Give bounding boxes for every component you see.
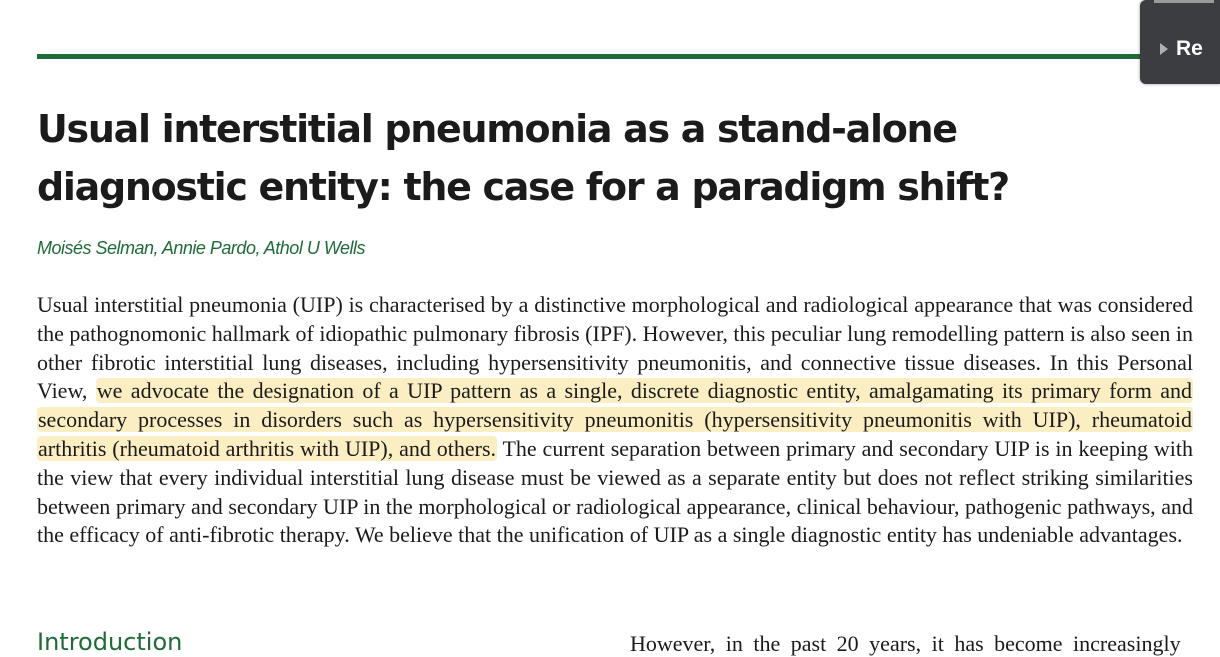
side-panel-label: Re (1176, 37, 1203, 60)
expand-triangle-icon (1160, 43, 1168, 55)
article-authors: Moisés Selman, Annie Pardo, Athol U Wells (37, 238, 365, 258)
header-rule (37, 54, 1199, 59)
abstract (37, 291, 1193, 550)
side-panel-toggle[interactable] (1140, 0, 1220, 84)
abstract-text-continued: The current separation between primary and secondary UIP is in keeping with the view that every individual interstitial lung disease must be viewed as a separate entity but does not reflect striking similarities between primary and secondary UIP in the morphological or radiological appearance, clinical behaviour, pathogenic pathways, and the efficacy of anti-fibrotic therapy. We believe that the unification of UIP as a single diagnostic entity has undeniable advantages. (37, 435, 1194, 548)
panel-edge (1154, 0, 1214, 3)
body-text-column-2: However, in the past 20 years, it has become increasingly (630, 631, 1181, 656)
article-title: Usual interstitial pneumonia as a stand-alone diagnostic entity: the case for a paradigm shift? (37, 107, 1009, 209)
abstract-highlight[interactable]: we advocate the designation of a UIP pattern as a single, discrete diagnostic entity, amalgamating its primary form and secondary processes in disorders such as hypersensitivity pneumonitis (hypersensitivity pneumonitis with UIP), rheumatoid arthritis (rheumatoid arthritis with UIP), and others. (38, 378, 1192, 461)
section-heading-introduction: Introduction (37, 628, 183, 656)
abstract-text: Usual interstitial pneumonia (UIP) is characterised by a distinctive morphological and radiological appearance that was considered the pathognomonic hallmark of idiopathic pulmonary fibrosis (IPF). However, this peculiar lung remodelling pattern is also seen in other fibrotic interstitial lung diseases, including hypersensitivity pneumonitis, and connective tissue diseases. In this Personal View, (37, 292, 1193, 404)
